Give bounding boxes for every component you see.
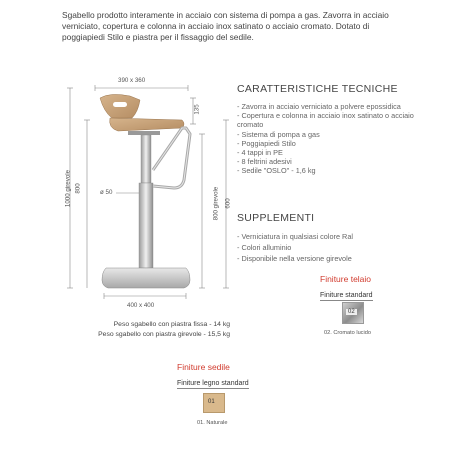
list-item: - Verniciatura in qualsiasi colore Ral: [237, 231, 417, 242]
tech-title: CARATTERISTICHE TECNICHE: [237, 83, 398, 95]
tech-section: [237, 83, 417, 176]
list-item: - Sedile "OSLO" - 1,6 kg: [237, 166, 417, 175]
tech-list: [237, 102, 417, 176]
weights-block: [60, 320, 230, 339]
seat-plate: [128, 131, 160, 135]
swatch-chrome[interactable]: [342, 302, 364, 324]
base: [102, 268, 190, 288]
swatch-natural-wood[interactable]: [203, 393, 225, 413]
list-item: - Zavorra in acciaio verniciato a polvere epossidica: [237, 102, 417, 111]
list-item: - Colori alluminio: [237, 242, 417, 253]
frame-finish-section: [320, 274, 373, 302]
weight-swivel: Peso sgabello con piastra girevole - 15,5 kg: [98, 330, 230, 338]
supplements-list: [237, 231, 417, 264]
seat-finish-section: [177, 362, 249, 390]
dim-column-diameter: ø 50: [100, 189, 113, 196]
swatch-code: 01: [208, 399, 215, 405]
list-item: - 4 tappi in PE: [237, 148, 417, 157]
supplements-title: SUPPLEMENTI: [237, 212, 315, 224]
dim-height-1000: 1000 girevole: [64, 169, 72, 208]
frame-finish-title: Finiture telaio: [320, 274, 372, 284]
column-cover: [139, 183, 153, 268]
swatch-caption: 01. Naturale: [197, 420, 228, 426]
dim-base-size: 400 x 400: [127, 302, 155, 309]
weight-fixed: Peso sgabello con piastra fissa - 14 kg: [113, 321, 230, 328]
seat: [110, 118, 184, 131]
seat-handle-slot: [113, 102, 127, 107]
list-item: - Disponibile nella versione girevole: [237, 253, 417, 264]
dim-height-800: 800: [74, 183, 82, 194]
seat-finish-subtitle: Finiture legno standard: [177, 380, 249, 387]
dim-height-600: 600: [224, 198, 232, 209]
dim-height-800-girevole: 800 girevole: [212, 186, 220, 221]
swatch-code: 02: [348, 309, 355, 315]
dim-back-height: 135: [193, 104, 201, 115]
dimension-line-seat: [95, 85, 188, 91]
list-item: - Sistema di pompa a gas: [237, 130, 417, 139]
swatch-caption: 02. Cromato lucido: [324, 330, 371, 336]
seat-finish-title: Finiture sedile: [177, 362, 230, 372]
list-item: - Copertura e colonna in acciaio inox satinato o acciaio cromato: [237, 111, 417, 129]
dimension-line-base: [104, 293, 186, 299]
intro-text: Sgabello prodotto interamente in acciaio con sistema di pompa a gas. Zavorra in acciaio verniciato, copertura e colonna in acciaio inox satinato o acciaio cromato. Dotato di poggiapiedi Stilo e piastra per il fissaggio del sedile.: [62, 10, 389, 42]
frame-finish-subtitle: Finiture standard: [320, 292, 373, 299]
dim-seat-size: 390 x 360: [118, 77, 146, 84]
list-item: - 8 feltrini adesivi: [237, 157, 417, 166]
list-item: - Poggiapiedi Stilo: [237, 139, 417, 148]
column-top: [141, 135, 151, 183]
supplements-section: [237, 212, 417, 264]
